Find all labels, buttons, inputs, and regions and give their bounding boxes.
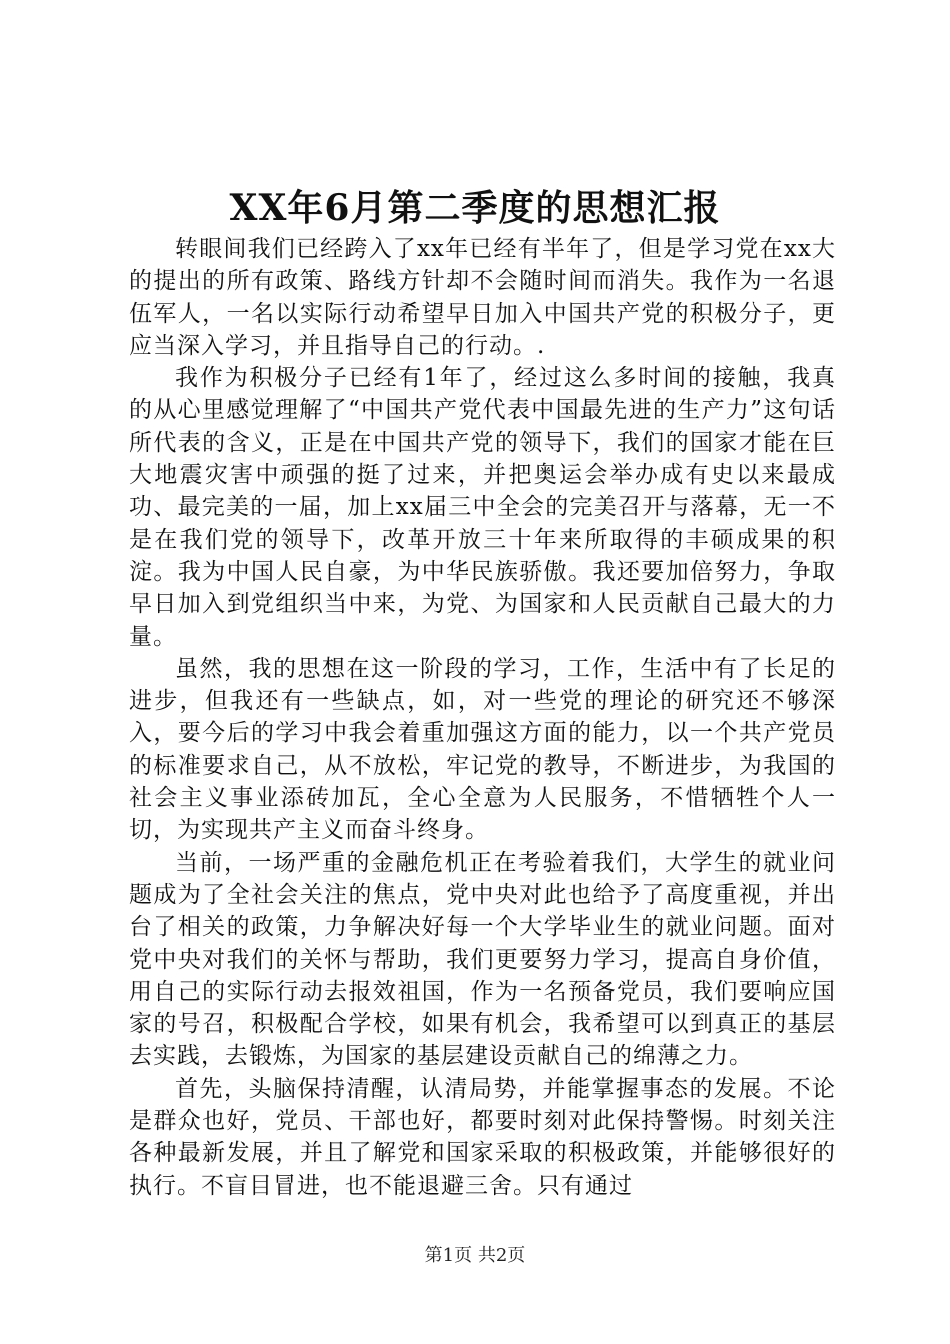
paragraph-3: 虽然，我的思想在这一阶段的学习，工作，生活中有了长足的进步，但我还有一些缺点，如，对一些党的理论的研究还不够深入，要今后的学习中我会着重加强这方面的能力，以一个共产党员的标准要求自己，从不放松，牢记党的教导，不断进步，为我国的社会主义事业添砖加瓦，全心全意为人民服务，不惜牺牲个人一切，为实现共产主义而奋斗终身。 [129, 655, 836, 844]
document-title: XX年6月第二季度的思想汇报 [229, 187, 721, 229]
page-number-footer: 第1页 共2页 [424, 1245, 526, 1266]
paragraph-4: 当前，一场严重的金融危机正在考验着我们，大学生的就业问题成为了全社会关注的焦点，党中央对此也给予了高度重视，并出台了相关的政策，力争解决好每一个大学毕业生的就业问题。面对党中央对我们的关怀与帮助，我们更要努力学习，提高自身价值，用自己的实际行动去报效祖国，作为一名预备党员，我们要响应国家的号召，积极配合学校，如果有机会，我希望可以到真正的基层去实践，去锻炼，为国家的基层建设贡献自己的绵薄之力。 [129, 849, 836, 1070]
paragraph-1: 转眼间我们已经跨入了xx年已经有半年了，但是学习党在xx大的提出的所有政策、路线方针却不会随时间而消失。我作为一名退伍军人，一名以实际行动希望早日加入中国共产党的积极分子，更应当深入学习，并且指导自己的行动。. [129, 236, 836, 359]
paragraph-2: 我作为积极分子已经有1年了，经过这么多时间的接触，我真的从心里感觉理解了“中国共产党代表中国最先进的生产力”这句话所代表的含义，正是在中国共产党的领导下，我们的国家才能在巨大地震灾害中顽强的挺了过来，并把奥运会举办成有史以来最成功、最完美的一届，加上xx届三中全会的完美召开与落幕，无一不是在我们党的领导下，改革开放三十年来所取得的丰硕成果的积淀。我为中国人民自豪，为中华民族骄傲。我还要加倍努力，争取早日加入到党组织当中来，为党、为国家和人民贡献自己最大的力量。 [129, 365, 836, 650]
paragraph-5: 首先，头脑保持清醒，认清局势，并能掌握事态的发展。不论是群众也好，党员、干部也好，都要时刻对此保持警惕。时刻关注各种最新发展，并且了解党和国家采取的积极政策，并能够很好的执行。不盲目冒进，也不能退避三舍。只有通过 [129, 1075, 836, 1199]
document-body [129, 233, 836, 1202]
